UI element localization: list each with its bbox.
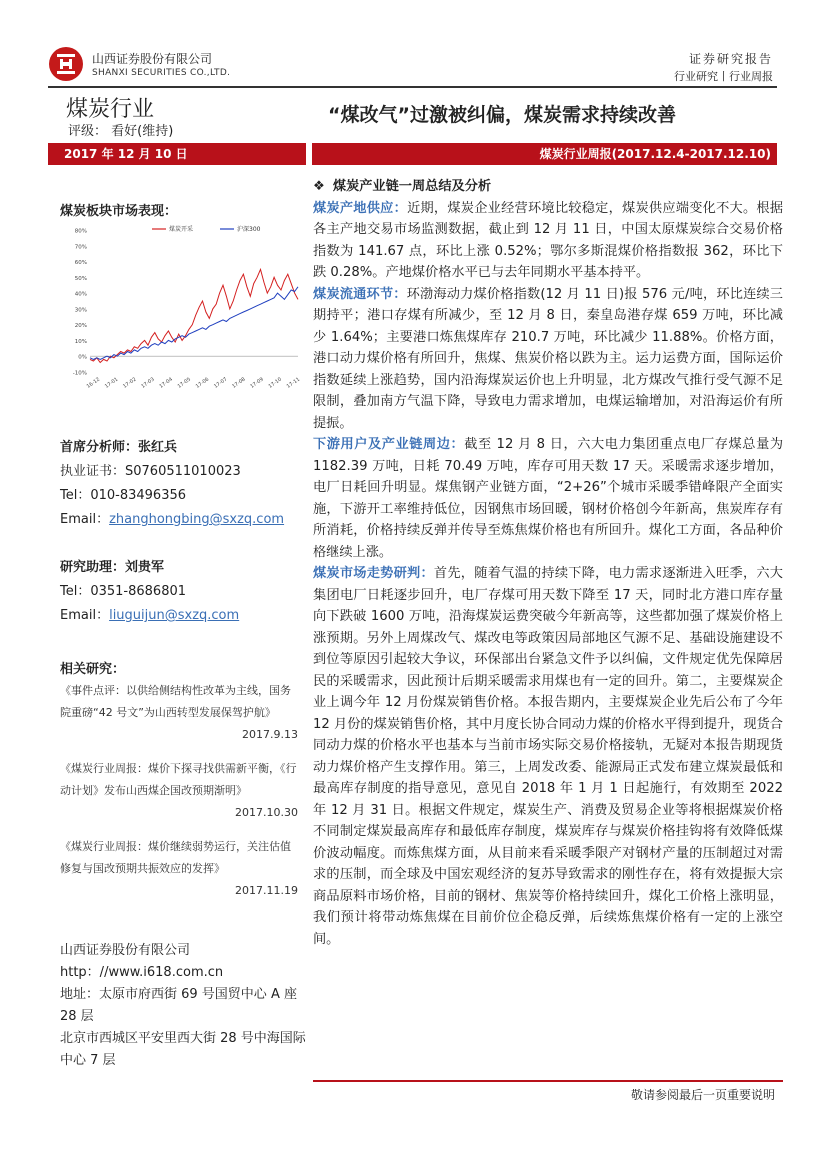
- x-tick-label: 17-01: [103, 376, 120, 390]
- y-tick-label: 50%: [74, 275, 87, 282]
- related-item-text: 《事件点评：以供给侧结构性改革为主线，国务院重磅“42 号文”为山西转型发展保驾护航》: [60, 684, 291, 719]
- x-tick-label: 17-02: [122, 376, 138, 390]
- company-block: [60, 940, 310, 1072]
- related-item[interactable]: [60, 758, 298, 824]
- paragraph-circulation: [313, 284, 783, 435]
- analyst-email-link[interactable]: zhanghongbing@sxzq.com: [109, 512, 285, 527]
- related-item-text: 《煤炭行业周报：煤价继续弱势运行，关注估值修复与国改预期共振效应的发挥》: [60, 840, 291, 875]
- header-divider: [48, 86, 777, 88]
- paragraph-outlook: [313, 563, 783, 950]
- analyst-cert: 执业证书：S0760511010023: [60, 464, 241, 479]
- y-tick-label: 20%: [74, 323, 87, 330]
- legend-label: 煤炭开采: [169, 226, 194, 233]
- company-name-cn: 山西证券股份有限公司: [92, 52, 213, 66]
- paragraph-label: 煤炭流通环节：: [313, 286, 407, 302]
- report-subtype: 行业研究丨行业周报: [674, 70, 773, 83]
- company-block-address-beijing: 北京市西城区平安里西大街 28 号中海国际中心 7 层: [60, 1031, 306, 1068]
- report-type: 证券研究报告: [688, 52, 773, 66]
- industry-name: 煤炭行业: [66, 97, 155, 122]
- analyst-email-row: [60, 508, 310, 527]
- paragraph-text: 环渤海动力煤价格指数(12 月 11 日)报 576 元/吨，环比连续三期持平；港口存煤有所减少，至 12 月 8 日，秦皇岛港存煤 659 万吨，环比减少 1.64%；主要港口炼焦煤库存 210.7 万吨，环比减少 11.88%。价格方面，港口动力煤价格有所回升，焦煤、焦炭价格以跌为主。运力运费方面，国际运价指数延续上涨趋势，国内沿海煤炭运价也上升明显，北方煤改气推行受气源不足限制，叠加南方气温下降，导致电力需求增加，电煤运输增加，对沿海运价有所提振。: [313, 286, 783, 431]
- x-tick-label: 16-12: [85, 376, 102, 390]
- company-block-url[interactable]: http：//www.i618.com.cn: [60, 965, 224, 980]
- company-block-address: 地址：太原市府西街 69 号国贸中心 A 座 28 层: [60, 987, 297, 1024]
- x-tick-label: 17-06: [194, 376, 211, 390]
- assistant-email-link[interactable]: liuguijun@sxzq.com: [109, 608, 240, 623]
- main-content: [313, 176, 783, 950]
- legend-label: 沪深300: [237, 226, 261, 233]
- series-line-coal: [90, 269, 298, 362]
- related-item-date: 2017.10.30: [235, 806, 298, 819]
- analyst-tel: Tel：010-83496356: [60, 488, 187, 503]
- summary-heading: [313, 176, 783, 198]
- y-tick-label: 70%: [74, 244, 87, 251]
- market-chart: [60, 220, 306, 400]
- paragraph-text: 首先，随着气温的持续下降，电力需求逐渐进入旺季，六大集团电厂日耗逐步回升，电厂存煤可用天数下降至 17 天，同时北方港口库存量向下跌破 1600 万吨，沿海煤炭运费突破今年新高等，这些都加强了煤炭价格上涨预期。另外上周煤改气、煤改电等政策因局部地区气源不足、基础设施建设不到位等原因引起较大争议，环保部出台紧急文件予以纠偏，文件规定优先保障居民的采暖需求，因此预计后期采暖需求用煤也有一定的回升。第二，主要煤炭企业上调今年 12 月份煤炭销售价格。本报告期内，主要煤炭企业先后公布了今年 12 月份的煤炭销售价格，其中月度长协合同动力煤的价格水平得到提升，现货合同动力煤的价格水平也基本与当前市场实际交易价格接轨，无疑对本报告期现货动力煤价格产生支撑作用。第三，上周发改委、能源局正式发布建立煤炭最低和最高库存制度的指导意见，意见自 2018 年 1 月 1 日起施行，有效期至 2022 年 12 月 31 日。根据文件规定，煤炭生产、消费及贸易企业等将根据煤炭价格不同制定煤炭最高库存和最低库存制度，煤炭库存与煤炭价格挂钩将有效降低煤价波动幅度。而炼焦煤方面，从目前来看采暖季限产对钢材产量的压制超过对需求的压制，而全球及中国宏观经济的复苏导致需求的刚性存在，将有效提振大宗商品原料市场价格，目前的钢材、焦炭等价格持续回升，煤化工价格上涨明显，我们预计将带动炼焦煤在目前价位企稳反弹，后续炼焦煤价格有一定的上涨空间。: [313, 566, 783, 947]
- x-tick-label: 17-11: [285, 376, 302, 390]
- assistant-tel: Tel：0351-8686801: [60, 584, 187, 599]
- related-item-text: 《煤炭行业周报：煤价下探寻找供需新平衡，《行动计划》发布山西煤企国改预期渐明》: [60, 762, 297, 797]
- related-title: 相关研究：: [60, 662, 126, 677]
- y-tick-label: 80%: [74, 228, 87, 235]
- paragraph-label: 下游用户及产业链周边：: [313, 437, 465, 452]
- paragraph-label: 煤炭产地供应：: [313, 200, 408, 216]
- y-tick-label: 10%: [74, 338, 87, 345]
- paragraph-text: 近期，煤炭企业经营环境比较稳定，煤炭供应端变化不大。根据各主产地交易市场监测数据，截止到 12 月 11 日，中国太原煤炭综合交易价格指数为 141.67 点，环比上涨 0.52%；鄂尔多斯混煤价格指数报 362，环比下跌 0.28%。产地煤价格水平已与去年同期水平基本持平。: [313, 200, 784, 280]
- x-tick-label: 17-10: [267, 376, 283, 390]
- company-name-en: SHANXI SECURITIES CO.,LTD.: [92, 68, 231, 78]
- assistant-email-row: [60, 604, 310, 623]
- date-bar: 2017 年 12 月 10 日: [48, 143, 306, 165]
- y-tick-label: 40%: [74, 291, 87, 298]
- analyst-email-label: Email：: [60, 512, 110, 527]
- x-tick-label: 17-07: [213, 376, 229, 390]
- related-item[interactable]: [60, 836, 298, 902]
- related-item[interactable]: [60, 680, 298, 746]
- related-item-date: 2017.11.19: [235, 884, 298, 897]
- y-tick-label: 0%: [78, 354, 87, 361]
- summary-heading-text: 煤炭产业链一周总结及分析: [332, 179, 492, 194]
- paragraph-text: 截至 12 月 8 日，六大电力集团重点电厂存煤总量为 1182.39 万吨，日耗 70.49 万吨，库存可用天数 17 天。采暖需求逐步增加，电厂日耗回升明显。煤焦钢产业链方面，“2+26”个城市采暖季错峰限产全面实施，下游开工率维持低位，因钢焦市场回暖，钢材价格创今年新高，焦炭库存有所消耗，价格持续反弹并传导至炼焦煤价格也有所回升。煤化工方面，各品种价格继续上涨。: [313, 437, 784, 560]
- paragraph-downstream: [313, 434, 783, 563]
- diamond-bullet-icon: ❖: [313, 179, 325, 194]
- assistant-email-label: Email：: [60, 608, 110, 623]
- related-item-date: 2017.9.13: [242, 728, 298, 741]
- y-tick-label: 60%: [74, 260, 87, 267]
- company-block-name: 山西证券股份有限公司: [60, 943, 191, 958]
- footer-divider: [313, 1080, 783, 1082]
- paragraph-label: 煤炭市场走势研判：: [313, 566, 434, 581]
- assistant-title: 研究助理：刘贵军: [60, 560, 165, 575]
- x-tick-label: 17-05: [176, 376, 193, 390]
- y-tick-label: 30%: [74, 307, 87, 314]
- report-title: “煤改气”过激被纠偏，煤炭需求持续改善: [328, 104, 676, 126]
- x-tick-label: 17-03: [140, 376, 156, 390]
- footer-note: 敬请参阅最后一页重要说明: [630, 1088, 775, 1102]
- market-title: 煤炭板块市场表现：: [60, 204, 178, 219]
- y-tick-label: -10%: [72, 370, 87, 377]
- paragraph-supply: [313, 198, 783, 284]
- x-tick-label: 17-09: [249, 376, 265, 390]
- x-tick-label: 17-04: [158, 376, 174, 390]
- rating: 评级： 看好(维持): [68, 124, 174, 139]
- weekly-bar: 煤炭行业周报(2017.12.4-2017.12.10): [312, 143, 777, 165]
- series-line-hs300: [90, 287, 298, 360]
- analyst-title: 首席分析师：张红兵: [60, 440, 178, 455]
- x-tick-label: 17-08: [231, 376, 247, 390]
- company-logo: [48, 46, 84, 82]
